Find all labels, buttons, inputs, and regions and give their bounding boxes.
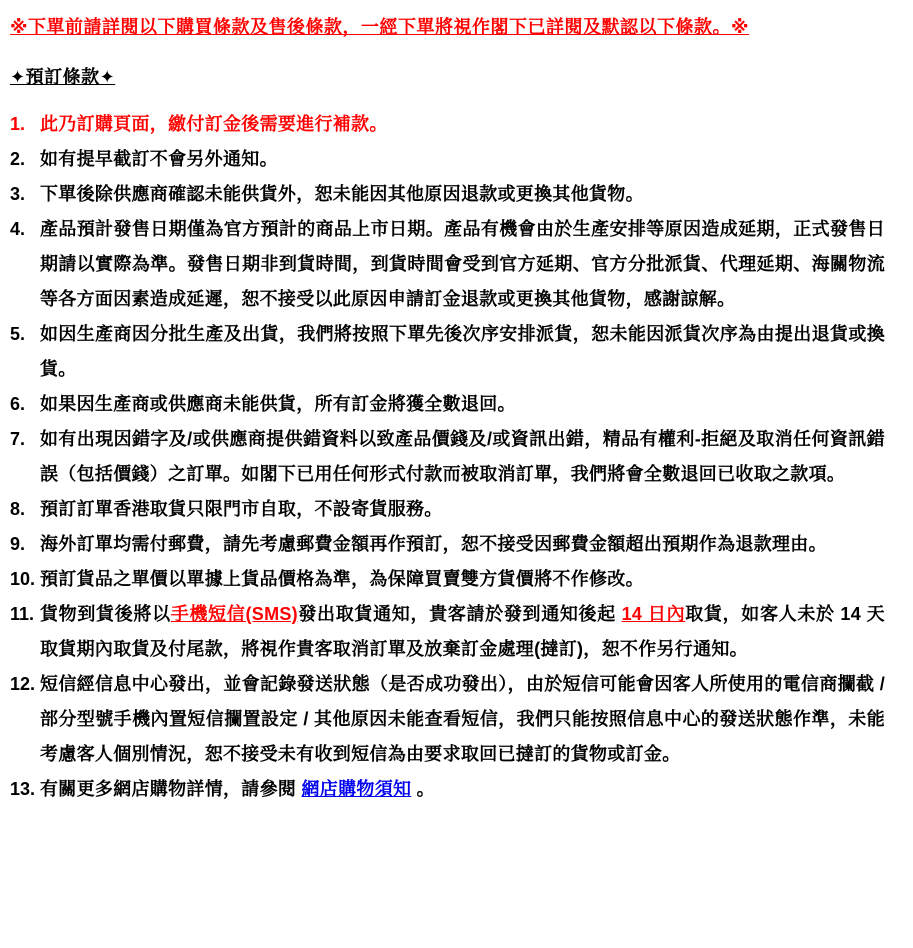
term-text-segment: 產品預計發售日期僅為官方預計的商品上市日期。產品有機會由於生產安排等原因造成延期，正式發售日期請以實際為準。發售日期非到貨時間，到貨時間會受到官方延期、官方分批派貨、代理延期、海關物流等各方面因素造成延遲，恕不接受以此原因申請訂金退款或更換其他貨物，感謝諒解。 <box>40 219 885 309</box>
term-number: 13. <box>10 779 36 799</box>
term-text-segment: 發出取貨通知，貴客請於發到通知後起 <box>297 604 622 624</box>
term-number: 3. <box>10 184 26 204</box>
term-text-segment: 。 <box>411 779 435 799</box>
term-text <box>40 422 885 492</box>
term-text <box>40 317 885 387</box>
term-number: 12. <box>10 674 36 694</box>
term-text-segment: 有關更多網店購物詳情，請參閱 <box>40 779 302 799</box>
term-text <box>40 597 885 667</box>
term-item-7 <box>10 422 885 492</box>
terms-list <box>10 107 885 807</box>
term-text-segment: 預訂訂單香港取貨只限門市自取，不設寄貨服務。 <box>40 499 443 519</box>
term-text-segment: 海外訂單均需付郵費，請先考慮郵費金額再作預訂，恕不接受因郵費金額超出預期作為退款理由。 <box>40 534 827 554</box>
term-text <box>40 667 885 772</box>
term-text <box>40 562 885 597</box>
term-item-6 <box>10 387 885 422</box>
term-item-12 <box>10 667 885 772</box>
term-number: 6. <box>10 394 26 414</box>
term-text-segment: 預訂貨品之單價以單據上貨品價格為準，為保障買賣雙方貨價將不作修改。 <box>40 569 644 589</box>
pickup-deadline-highlight: 14 日內 <box>621 604 686 624</box>
term-item-5 <box>10 317 885 387</box>
term-text-segment: 如因生產商因分批生產及出貨，我們將按照下單先後次序安排派貨，恕未能因派貨次序為由提出退貨或換貨。 <box>40 324 885 379</box>
term-item-1 <box>10 107 885 142</box>
term-text <box>40 772 885 807</box>
term-item-9 <box>10 527 885 562</box>
term-text <box>40 492 885 527</box>
purchase-notice-header: ※下單前請詳閱以下購買條款及售後條款，一經下單將視作閣下已詳閱及默認以下條款。※ <box>10 17 749 37</box>
term-number: 11. <box>10 604 35 624</box>
term-number: 7. <box>10 429 26 449</box>
term-number: 9. <box>10 534 26 554</box>
term-text <box>40 212 885 317</box>
term-item-11 <box>10 597 885 667</box>
term-text <box>40 387 885 422</box>
term-number: 4. <box>10 219 26 239</box>
term-number: 10. <box>10 569 36 589</box>
term-item-2 <box>10 142 885 177</box>
term-item-4 <box>10 212 885 317</box>
term-text <box>40 107 885 142</box>
term-number: 5. <box>10 324 26 344</box>
term-text-segment: 如有提早截訂不會另外通知。 <box>40 149 278 169</box>
term-text <box>40 527 885 562</box>
term-text <box>40 142 885 177</box>
term-text-segment: 貨物到貨後將以 <box>40 604 171 624</box>
term-text <box>40 177 885 212</box>
shop-guide-link[interactable]: 網店購物須知 <box>301 779 412 799</box>
section-title-preorder-terms: ✦預訂條款✦ <box>10 67 116 87</box>
term-item-8 <box>10 492 885 527</box>
term-item-3 <box>10 177 885 212</box>
term-number: 1. <box>10 114 26 134</box>
term-text-segment: 如有出現因錯字及/或供應商提供錯資料以致產品價錢及/或資訊出錯，精品有權利-拒絕及取消任何資訊錯誤（包括價錢）之訂單。如閣下已用任何形式付款而被取消訂單，我們將會全數退回已收取之款項。 <box>40 429 885 484</box>
term-item-13 <box>10 772 885 807</box>
sms-highlight: 手機短信(SMS) <box>170 604 298 624</box>
term-text-segment: 短信經信息中心發出，並會記錄發送狀態（是否成功發出），由於短信可能會因客人所使用的電信商攔截 / 部分型號手機內置短信攔置設定 / 其他原因未能查看短信，我們只能按照信息中心的發送狀態作準，未能考慮客人個別情況，恕不接受未有收到短信為由要求取回已撻訂的貨物或訂金。 <box>40 674 885 764</box>
term-number: 2. <box>10 149 26 169</box>
term-number: 8. <box>10 499 26 519</box>
term-text-segment: 取貨，如客人未於 14 天取貨期內取貨及付尾款，將視作貴客取消訂單及放棄訂金處理(撻訂)，恕不作另行通知。 <box>40 604 885 659</box>
term-item-10 <box>10 562 885 597</box>
term-text-segment: 如果因生產商或供應商未能供貨，所有訂金將獲全數退回。 <box>40 394 516 414</box>
term-text-segment: 下單後除供應商確認未能供貨外，恕未能因其他原因退款或更換其他貨物。 <box>40 184 644 204</box>
term-text-segment: 此乃訂購頁面，繳付訂金後需要進行補款。 <box>40 114 388 134</box>
